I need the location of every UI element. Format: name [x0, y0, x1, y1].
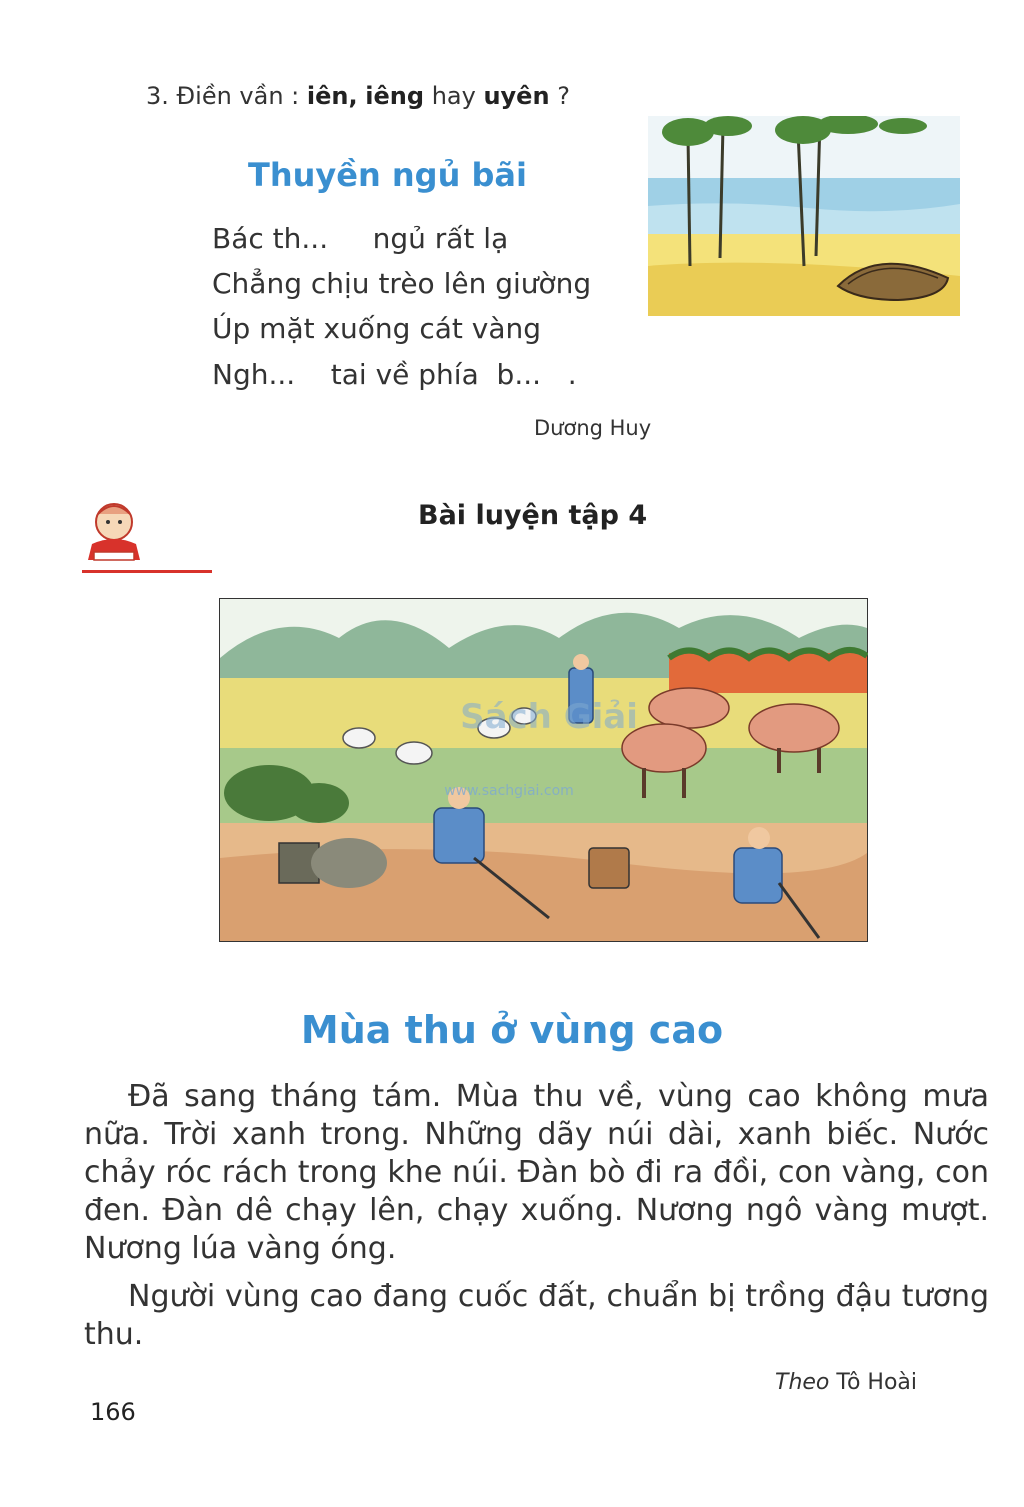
highland-autumn-illustration — [219, 598, 868, 942]
section-divider — [82, 570, 212, 573]
exercise-option-uyen: uyên — [483, 82, 550, 110]
page-number: 166 — [90, 1398, 136, 1426]
poem-title: Thuyền ngủ bãi — [248, 156, 527, 194]
exercise-heading — [146, 82, 570, 110]
reading-author-prefix: Theo — [775, 1370, 830, 1395]
reading-paragraph-1 — [84, 1078, 989, 1268]
poem-line-2: Chẳng chịu trèo lên giường — [212, 267, 592, 300]
watermark-url: www.sachgiai.com — [444, 783, 574, 799]
exercise-option-ien: iên, — [306, 82, 358, 110]
poem-line-4: Ngh... tai về phía b... . — [212, 358, 577, 391]
poem-line-3: Úp mặt xuống cát vàng — [212, 312, 542, 345]
exercise-suffix: ? — [557, 82, 570, 110]
reading-title: Mùa thu ở vùng cao — [300, 1008, 724, 1052]
poem-line-1: Bác th... ngủ rất lạ — [212, 222, 509, 255]
exercise-number: 3. — [146, 82, 169, 110]
reading-paragraph-2-text: Người vùng cao đang cuốc đất, chuẩn bị trồng đậu tương thu. — [84, 1279, 989, 1352]
beach-boat-illustration — [648, 116, 960, 316]
exercise-option-ieng: iêng — [365, 82, 425, 110]
reading-paragraph-1-text: Đã sang tháng tám. Mùa thu về, vùng cao không mưa nữa. Trời xanh trong. Những dãy núi dài, xanh biếc. Nước chảy róc rách trong khe núi. Đàn bò đi ra đồi, con vàng, con đen. Đàn dê chạy lên, chạy xuống. Nương ngô vàng mượt. Nương lúa vàng óng. — [84, 1079, 989, 1266]
reading-paragraph-2 — [84, 1278, 989, 1354]
reading-author-name: Tô Hoài — [836, 1370, 917, 1395]
watermark-brand: Sách Giải — [460, 697, 638, 737]
reading-author — [775, 1370, 917, 1395]
exercise-prefix: Điền vần : — [176, 82, 300, 110]
lesson-title: Bài luyện tập 4 — [418, 500, 648, 531]
exercise-word-hay: hay — [431, 82, 476, 110]
reading-child-icon — [80, 500, 150, 566]
poem-author: Dương Huy — [534, 416, 652, 440]
